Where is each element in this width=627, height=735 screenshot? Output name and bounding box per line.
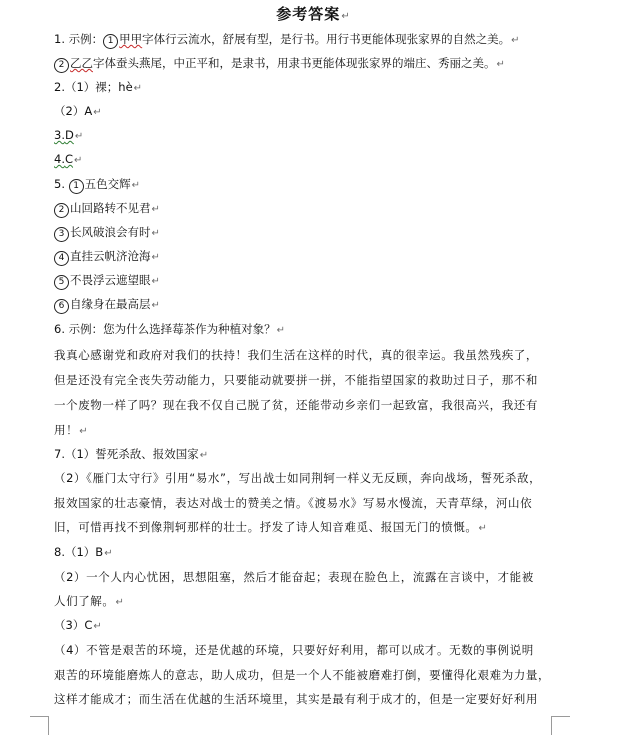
- paragraph-mark: ↵: [79, 426, 89, 437]
- paragraph-mark: ↵: [276, 325, 286, 336]
- answer-text: （2）一个人内心忧困，思想阻塞，然后才能奋起；表现在脸色上，流露在言谈中，才能被: [54, 570, 534, 584]
- paragraph-mark: ↵: [131, 180, 141, 191]
- answer-text: 我真心感谢党和政府对我们的扶持！我们生活在这样的时代，真的很幸运。我虽然残疾了，: [54, 348, 538, 362]
- answer-3: [54, 127, 83, 145]
- answer-5-item-1: [54, 176, 140, 194]
- answer-text: 直挂云帆济沧海: [70, 249, 151, 263]
- answer-6-text-line-4: [54, 422, 88, 440]
- page-margin-corner-mark: [551, 716, 570, 735]
- answer-text: （2）《雁门太守行》引用“易水”，写出战士如同荆轲一样义无反顾，奔向战场，誓死杀敌，: [54, 471, 542, 485]
- answer-text: 甲甲: [119, 32, 143, 46]
- answer-6-question: [54, 321, 285, 339]
- paragraph-mark: ↵: [93, 621, 102, 632]
- answer-text: 这样才能成才；而生活在优越的生活环境里，其实是最有利于成才的，但是一定要好好利用: [54, 692, 538, 706]
- answer-8-part-3: [54, 617, 102, 635]
- paragraph-mark: ↵: [74, 155, 83, 166]
- paragraph-mark: ↵: [93, 107, 102, 118]
- answer-6-text-line-1: [54, 347, 538, 363]
- answer-text: 但是还没有完全丧失劳动能力，只要能动就要拼一拼，不能指望国家的救助过日子，那不和: [54, 373, 538, 387]
- answer-text: 3.D: [54, 128, 74, 142]
- answer-8-part-2-line-2: [54, 593, 124, 611]
- answer-6-text-line-3: [54, 397, 538, 413]
- circled-number: 3: [54, 227, 69, 242]
- paragraph-mark: ↵: [199, 450, 209, 461]
- answer-text: 字体行云流水，舒展有型，是行书。用行书更能体现张家界的自然之美。: [142, 32, 511, 46]
- answer-8-part-2-line-1: [54, 569, 534, 585]
- page-margin-corner-mark: [30, 716, 49, 735]
- answer-5-item-4: [54, 248, 160, 266]
- answer-text: 山回路转不见君: [70, 201, 151, 215]
- answer-5-item-6: [54, 296, 160, 314]
- circled-number: 1: [103, 34, 118, 49]
- question-number: 5.: [54, 177, 65, 191]
- paragraph-mark: ↵: [496, 59, 505, 70]
- answer-1-line-2: [54, 55, 505, 73]
- answer-text: 乙乙: [70, 56, 93, 70]
- answer-8-part-4-line-1: [54, 642, 534, 658]
- paragraph-mark: ↵: [151, 300, 160, 311]
- answer-7-part-2-line-3: [54, 519, 487, 537]
- circled-number: 1: [69, 179, 84, 194]
- answer-text: 用！: [54, 423, 79, 437]
- answer-text: 4.C: [54, 152, 74, 166]
- circled-number: 6: [54, 299, 69, 314]
- paragraph-mark: ↵: [151, 228, 160, 239]
- answer-text: 字体蚕头燕尾，中正平和，是隶书，用隶书更能体现张家界的端庄、秀丽之美。: [93, 56, 496, 70]
- answer-2-part-2: [54, 103, 102, 121]
- answer-text: 6. 示例：您为什么选择莓茶作为种植对象？: [54, 322, 276, 336]
- answer-8-part-4-line-3: [54, 691, 538, 707]
- answer-2-part-1: [54, 79, 142, 97]
- answer-5-item-5: [54, 272, 160, 290]
- circled-number: 4: [54, 251, 69, 266]
- answer-text: 报效国家的壮志豪情，表达对战士的赞美之情。《渡易水》写易水慢流，天青草绿，河山依: [54, 496, 533, 510]
- answer-text: 长风破浪会有时: [70, 225, 151, 239]
- circled-number: 5: [54, 275, 69, 290]
- circled-number: 2: [54, 58, 69, 73]
- answer-text: 旧，可惜再找不到像荆轲那样的壮士。抒发了诗人知音难觅、报国无门的愤慨。: [54, 520, 478, 534]
- answer-6-text-line-2: [54, 372, 538, 388]
- answer-5-item-3: [54, 224, 160, 242]
- page-title: [0, 3, 627, 24]
- answer-text: 五色交辉: [84, 177, 131, 191]
- answer-text: 艰苦的环境能磨炼人的意志，助人成功，但是一个人不能被磨难打倒，要懂得化艰难为力量，: [54, 668, 551, 682]
- answer-text: 一个废物一样了吗？现在我不仅自己脱了贫，还能带动乡亲们一起致富，我很高兴，我还有: [54, 398, 538, 412]
- answer-text: （4）不管是艰苦的环境，还是优越的环境，只要好好利用，都可以成才。无数的事例说明: [54, 643, 534, 657]
- answer-7-part-1: [54, 446, 208, 464]
- answer-text: 人们了解。: [54, 594, 115, 608]
- answer-7-part-2-line-2: [54, 495, 532, 511]
- answer-8-part-1: [54, 544, 113, 562]
- title-text: 参考答案: [276, 5, 341, 23]
- paragraph-mark: ↵: [151, 252, 160, 263]
- answer-text: （2）A: [54, 104, 93, 118]
- answer-8-part-4-line-2: [54, 667, 550, 683]
- paragraph-mark: ↵: [133, 83, 143, 94]
- answer-text: 自缘身在最高层: [70, 297, 151, 311]
- answer-4: [54, 151, 82, 169]
- paragraph-mark: ↵: [341, 11, 351, 22]
- paragraph-mark: ↵: [511, 35, 520, 46]
- answer-text: （3）C: [54, 618, 93, 632]
- answer-text: 8.（1）B: [54, 545, 104, 559]
- paragraph-mark: ↵: [115, 597, 125, 608]
- answer-1-line-1: [54, 31, 520, 49]
- question-number: 1. 示例：: [54, 32, 104, 46]
- answer-text: 不畏浮云遮望眼: [70, 273, 151, 287]
- answer-5-item-2: [54, 200, 160, 218]
- paragraph-mark: ↵: [104, 548, 113, 559]
- paragraph-mark: ↵: [151, 204, 160, 215]
- answer-7-part-2-line-1: [54, 470, 541, 486]
- answer-text: 7.（1）誓死杀敌、报效国家: [54, 447, 199, 461]
- paragraph-mark: ↵: [478, 523, 488, 534]
- paragraph-mark: ↵: [151, 276, 160, 287]
- circled-number: 2: [54, 203, 69, 218]
- answer-text: 2.（1）裸；hè: [54, 80, 133, 94]
- paragraph-mark: ↵: [74, 131, 84, 142]
